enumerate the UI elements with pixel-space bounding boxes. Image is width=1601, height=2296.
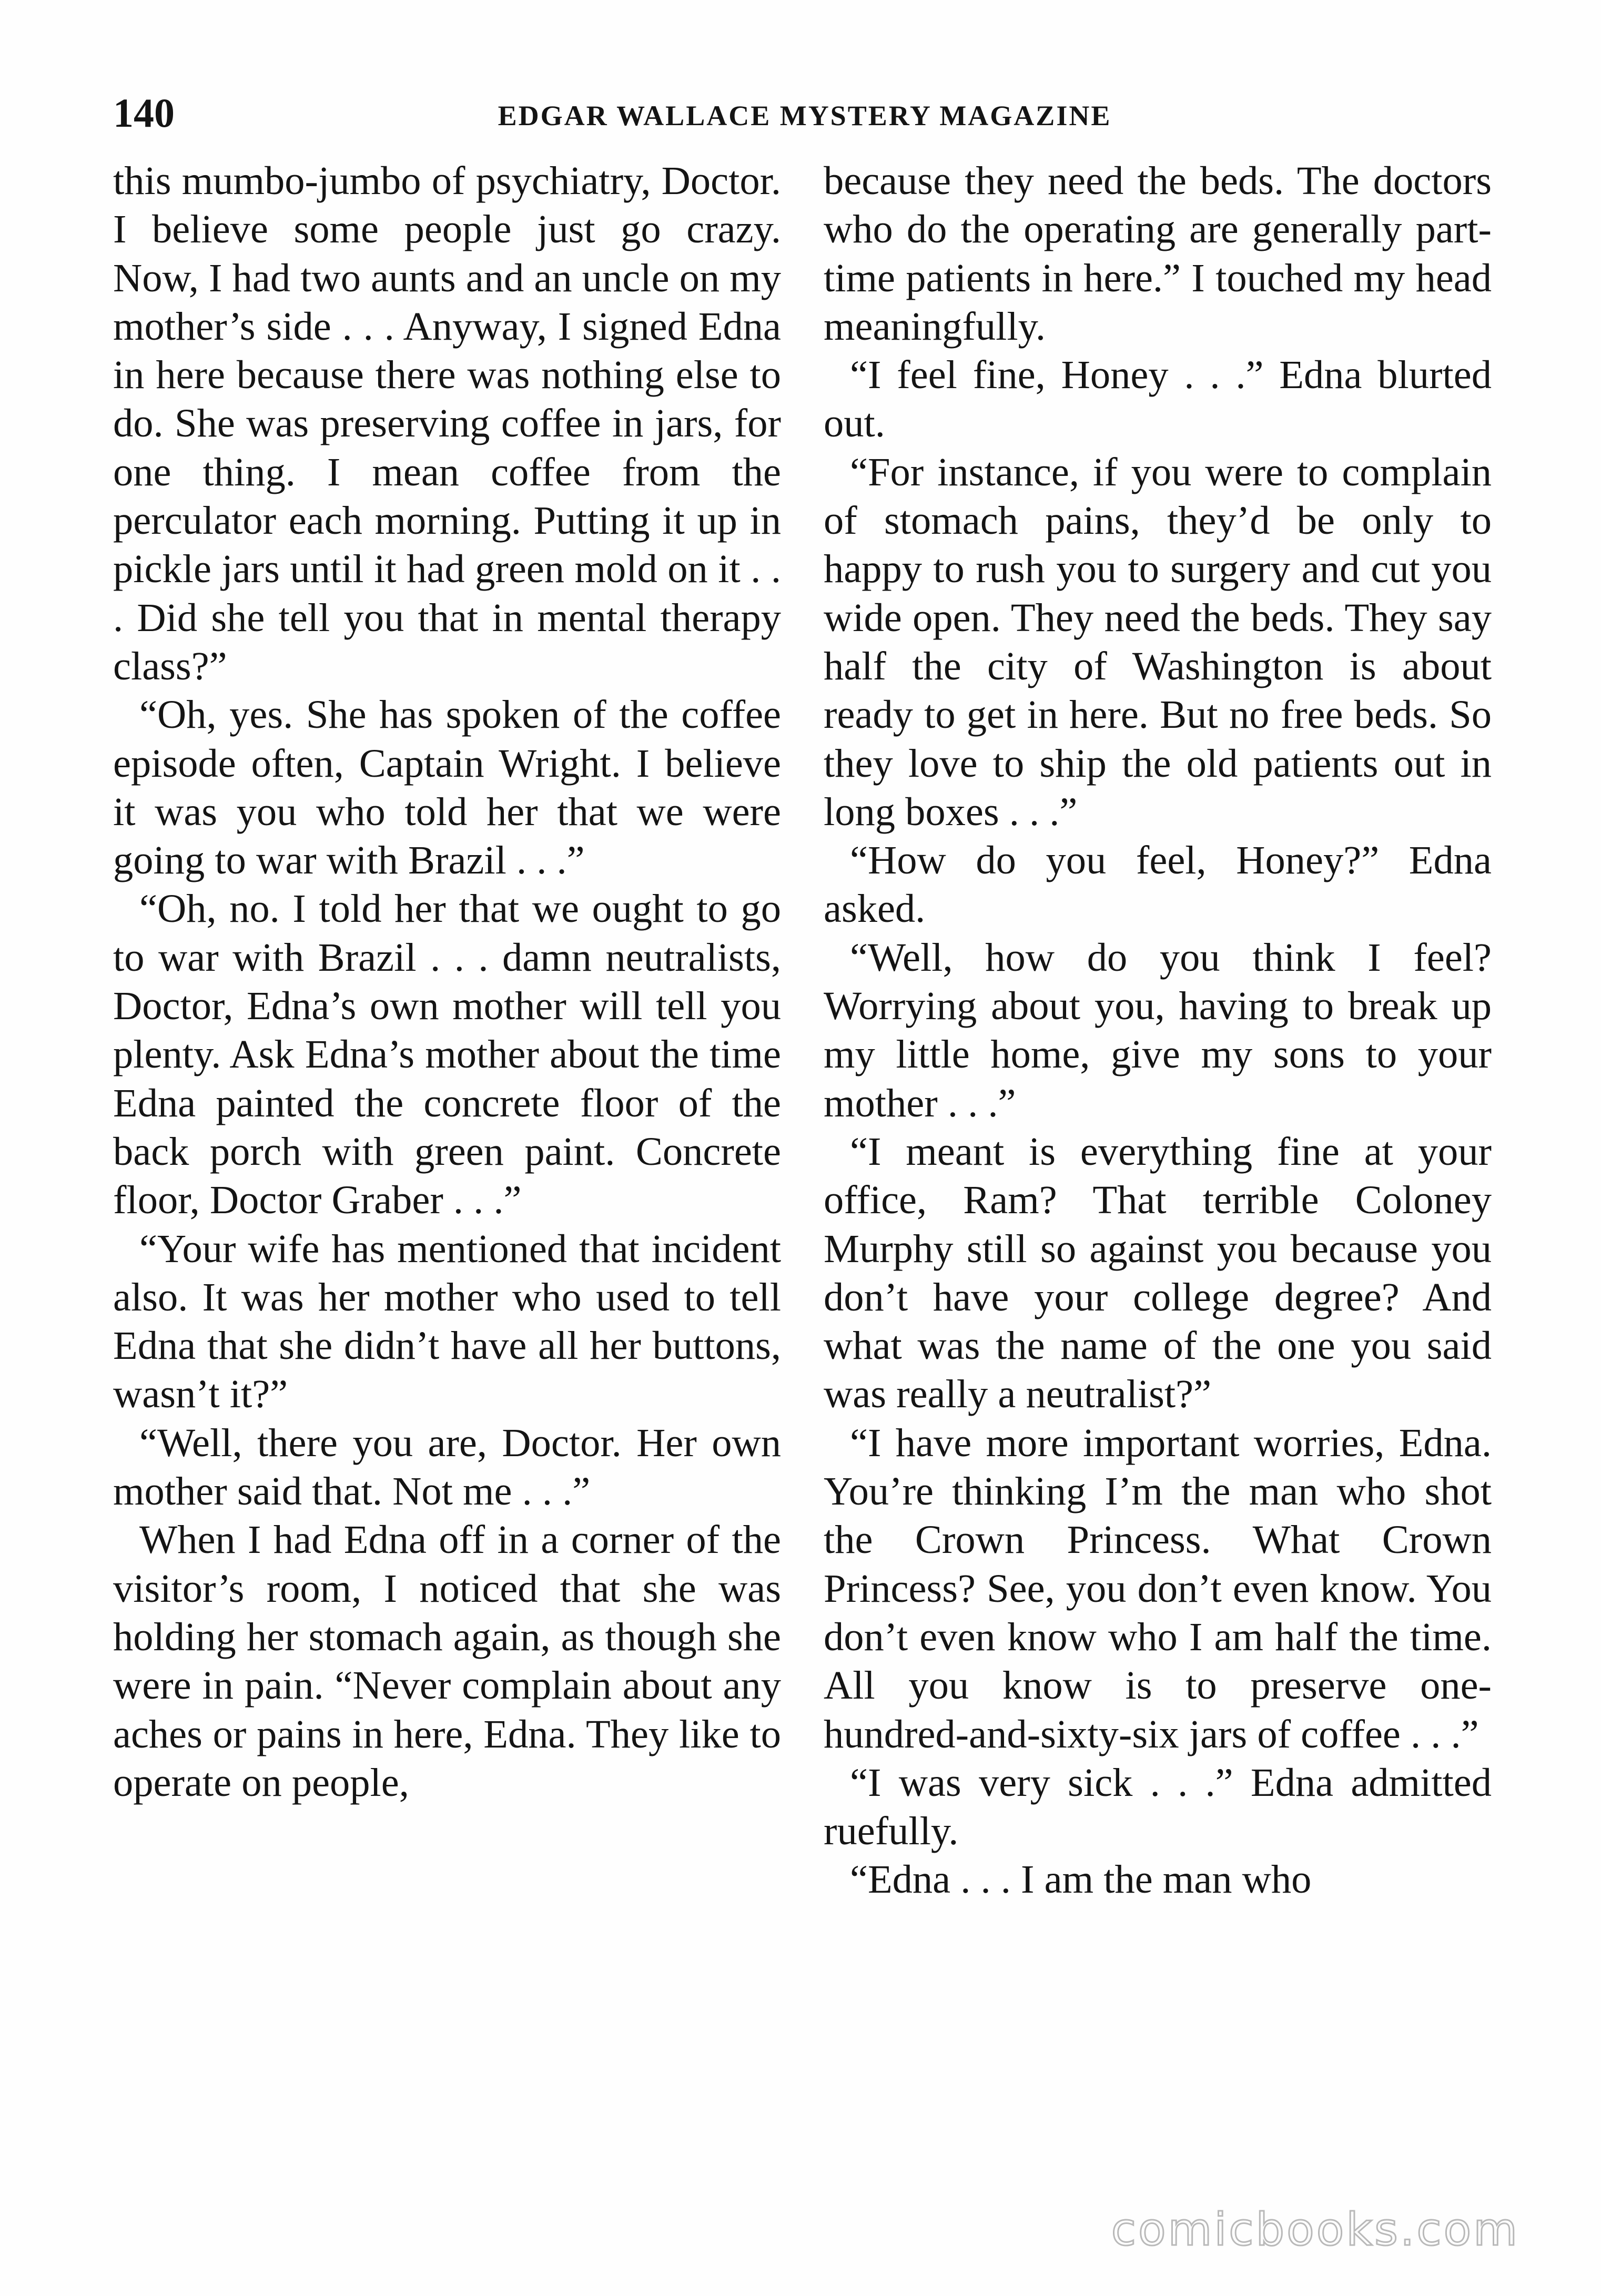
paragraph: “How do you feel, Honey?” Edna asked. bbox=[824, 838, 1492, 931]
paragraph: “I have more important worries, Edna. You’re thinking I’m the man who shot the Crown Princess. What Crown Princess? See, you don’t even know. You don’t even know who I am half the time. All you know is to preserve one-hundred-and-sixty-six jars of coffee . . .” bbox=[824, 1420, 1492, 1756]
paragraph: “Well, how do you think I feel? Worrying about you, having to break up my little home, give my sons to your mother . . .” bbox=[824, 934, 1492, 1125]
paragraph: “I meant is everything fine at your office, Ram? That terrible Coloney Murphy still so against you because you don’t have your college degree? And what was the name of the one you said was really a neutralist?” bbox=[824, 1129, 1492, 1417]
paragraph: “Oh, yes. She has spoken of the coffee episode often, Captain Wright. I believe it was you who told her that we were going to war with Brazil . . .” bbox=[113, 692, 781, 883]
left-column bbox=[113, 157, 781, 1807]
paragraph: because they need the beds. The doctors who do the operating are generally part-time patients in here.” I touched my head meaningfully. bbox=[824, 158, 1492, 349]
paragraph: “Well, there you are, Doctor. Her own mother said that. Not me . . .” bbox=[113, 1420, 781, 1514]
paragraph: “I feel fine, Honey . . .” Edna blurted out. bbox=[824, 352, 1492, 446]
paragraph: “Oh, no. I told her that we ought to go to war with Brazil . . . damn neutralists, Doctor, Edna’s own mother will tell you plenty. Ask Edna’s mother about the time Edna painted the concrete floor of the back porch with green paint. Concrete floor, Doctor Graber . . .” bbox=[113, 886, 781, 1223]
page-number: 140 bbox=[113, 90, 175, 136]
paragraph: “I was very sick . . .” Edna admitted ruefully. bbox=[824, 1760, 1492, 1854]
paragraph: “For instance, if you were to complain of stomach pains, they’d be only to happy to rush you to surgery and cut you wide open. They need the beds. They say half the city of Washington is about ready to get in here. But no free beds. So they love to ship the old patients out in long boxes . . .” bbox=[824, 449, 1492, 834]
page-header bbox=[113, 89, 1496, 137]
watermark: comicbooks.com bbox=[1111, 2203, 1519, 2256]
right-column bbox=[824, 157, 1492, 1904]
paragraph: “Edna . . . I am the man who bbox=[850, 1857, 1312, 1902]
paragraph: this mumbo-jumbo of psychiatry, Doctor. I believe some people just go crazy. Now, I had two aunts and an uncle on my mother’s side . . . Anyway, I signed Edna in here because there was nothing else to do. She was preserving coffee in jars, for one thing. I mean coffee from the perculator each morning. Putting it up in pickle jars until it had green mold on it . . . Did she tell you that in mental therapy class?” bbox=[113, 158, 781, 688]
running-head: EDGAR WALLACE MYSTERY MAGAZINE bbox=[498, 100, 1112, 131]
paragraph: When I had Edna off in a corner of the visitor’s room, I noticed that she was holding her stomach again, as though she were in pain. “Never complain about any aches or pains in here, Edna. They like to operate on people, bbox=[113, 1517, 781, 1805]
paragraph: “Your wife has mentioned that incident also. It was her mother who used to tell Edna that she didn’t have all her buttons, wasn’t it?” bbox=[113, 1226, 781, 1417]
